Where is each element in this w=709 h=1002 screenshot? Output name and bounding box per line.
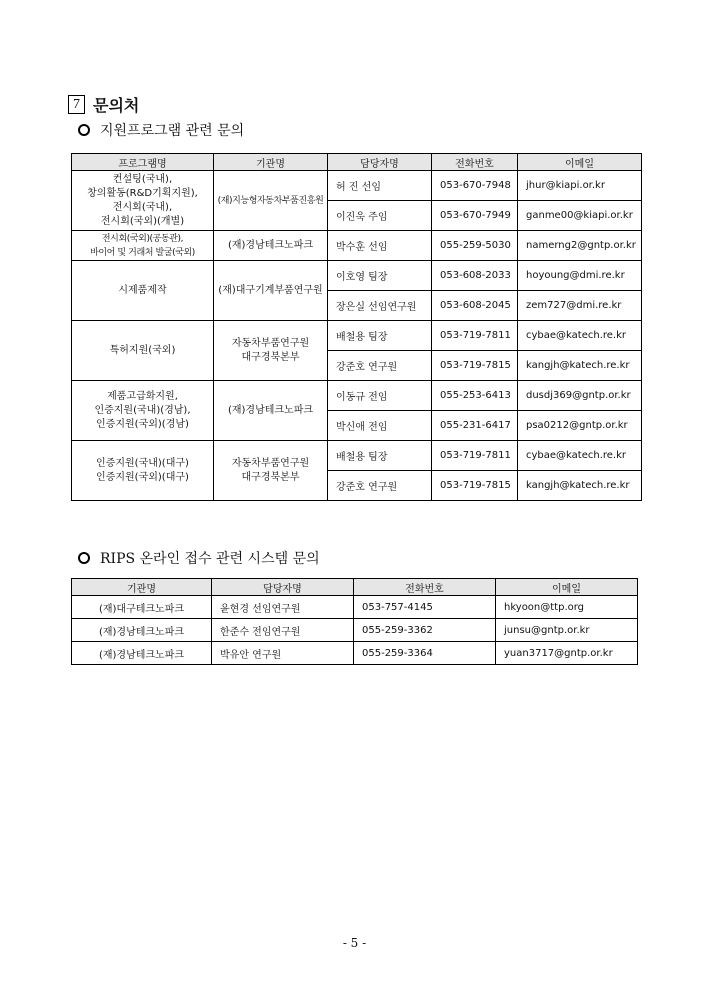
program-line: 시제품제작 [118,284,167,296]
phone-cell: 053-670-7949 [432,201,518,231]
email-cell: cybae@katech.re.kr [518,321,642,351]
phone-cell: 053-719-7811 [432,441,518,471]
phone-cell: 055-259-5030 [432,231,518,261]
program-line: 바이어 및 거래처 발굴(국외) [90,247,195,258]
program-line: 인증지원(국내)(대구) [96,457,189,469]
table-row [72,642,638,665]
program-line: 인증지원(국외)(경남) [96,418,189,430]
subheading-rips [78,548,320,568]
phone-cell: 053-757-4145 [354,596,496,619]
program-cell [72,321,214,381]
contact-name-cell: 강준호 연구원 [328,351,432,381]
phone-cell: 055-259-3362 [354,619,496,642]
org-line: (재)지능형자동차부품진흥원 [217,195,324,206]
contact-name-cell: 윤현경 선임연구원 [212,596,354,619]
subheading-programs [78,120,244,140]
org-cell: (재)대구테크노파크 [72,596,212,619]
header-email: 이메일 [496,579,638,596]
table-row [72,261,642,291]
section-number-box: 7 [68,95,85,114]
org-cell: (재)경남테크노파크 [72,619,212,642]
org-line: 자동차부품연구원 [231,337,310,349]
email-cell: cybae@katech.re.kr [518,441,642,471]
program-line: 컨설팅(국내), [112,173,173,185]
org-cell [214,231,328,261]
program-line: 전시회(국내), [112,201,173,213]
program-line: 특허지원(국외) [109,344,176,356]
org-line: (재)경남테크노파크 [227,239,314,251]
phone-cell: 053-719-7815 [432,471,518,501]
org-cell [214,321,328,381]
page-number: - 5 - [342,936,367,950]
contact-name-cell: 이진욱 주임 [328,201,432,231]
org-cell [214,381,328,441]
org-line: (재)경남테크노파크 [227,404,314,416]
rips-contact-table [71,578,638,665]
org-cell [214,261,328,321]
subheading-programs-text: 지원프로그램 관련 문의 [100,123,245,139]
org-line: 대구경북본부 [241,351,300,363]
program-cell [72,231,214,261]
table-row [72,441,642,471]
email-cell: hkyoon@ttp.org [496,596,638,619]
header-contact-name: 담당자명 [328,154,432,171]
org-line: 자동차부품연구원 [231,457,310,469]
org-cell [214,441,328,501]
contact-name-cell: 이동규 전임 [328,381,432,411]
contact-name-cell: 이호영 팀장 [328,261,432,291]
email-cell: ganme00@kiapi.or.kr [518,201,642,231]
program-line: 전시회(국외)(공동관), [101,233,184,244]
table-header-row [72,579,638,596]
phone-cell: 053-719-7811 [432,321,518,351]
table-header-row [72,154,642,171]
section-title: 문의처 [93,96,140,115]
program-contact-table [71,153,642,501]
phone-cell: 055-253-6413 [432,381,518,411]
table-row [72,171,642,201]
section-heading [68,93,139,116]
email-cell: psa0212@gntp.or.kr [518,411,642,441]
email-cell: zem727@dmi.re.kr [518,291,642,321]
email-cell: kangjh@katech.re.kr [518,471,642,501]
email-cell: yuan3717@gntp.or.kr [496,642,638,665]
contact-name-cell: 강준호 연구원 [328,471,432,501]
contact-name-cell: 장은실 선임연구원 [328,291,432,321]
contact-name-cell: 박수훈 선임 [328,231,432,261]
table-row [72,381,642,411]
program-cell [72,171,214,231]
phone-cell: 055-231-6417 [432,411,518,441]
email-cell: jhur@kiapi.or.kr [518,171,642,201]
email-cell: junsu@gntp.or.kr [496,619,638,642]
subheading-rips-text: RIPS 온라인 접수 관련 시스템 문의 [100,551,320,567]
table-row [72,619,638,642]
phone-cell: 053-719-7815 [432,351,518,381]
header-contact-name: 담당자명 [212,579,354,596]
program-line: 전시회(국외)(개별) [100,215,185,227]
phone-cell: 053-608-2033 [432,261,518,291]
header-email: 이메일 [518,154,642,171]
org-line: 대구경북본부 [241,471,300,483]
table-row [72,231,642,261]
header-org: 기관명 [214,154,328,171]
phone-cell: 055-259-3364 [354,642,496,665]
contact-name-cell: 배철용 팀장 [328,321,432,351]
email-cell: dusdj369@gntp.or.kr [518,381,642,411]
table-row [72,596,638,619]
header-org: 기관명 [72,579,212,596]
org-line: (재)대구기계부품연구원 [218,284,323,296]
program-cell [72,381,214,441]
circle-bullet-icon [78,552,90,564]
circle-bullet-icon [78,124,90,136]
program-line: 인증지원(국외)(대구) [96,471,189,483]
email-cell: hoyoung@dmi.re.kr [518,261,642,291]
contact-name-cell: 박신애 전임 [328,411,432,441]
header-phone: 전화번호 [432,154,518,171]
org-cell: (재)경남테크노파크 [72,642,212,665]
email-cell: namerng2@gntp.or.kr [518,231,642,261]
program-cell [72,441,214,501]
contact-name-cell: 박유안 연구원 [212,642,354,665]
contact-name-cell: 허 진 선임 [328,171,432,201]
table-row [72,321,642,351]
contact-name-cell: 배철용 팀장 [328,441,432,471]
header-program: 프로그램명 [72,154,214,171]
contact-name-cell: 한준수 전임연구원 [212,619,354,642]
org-cell [214,171,328,231]
program-line: 인증지원(국내)(경남), [94,404,191,416]
program-line: 제품고급화지원, [107,390,178,402]
email-cell: kangjh@katech.re.kr [518,351,642,381]
header-phone: 전화번호 [354,579,496,596]
phone-cell: 053-670-7948 [432,171,518,201]
phone-cell: 053-608-2045 [432,291,518,321]
program-cell [72,261,214,321]
program-line: 창의활동(R&D기획지원), [87,187,198,199]
